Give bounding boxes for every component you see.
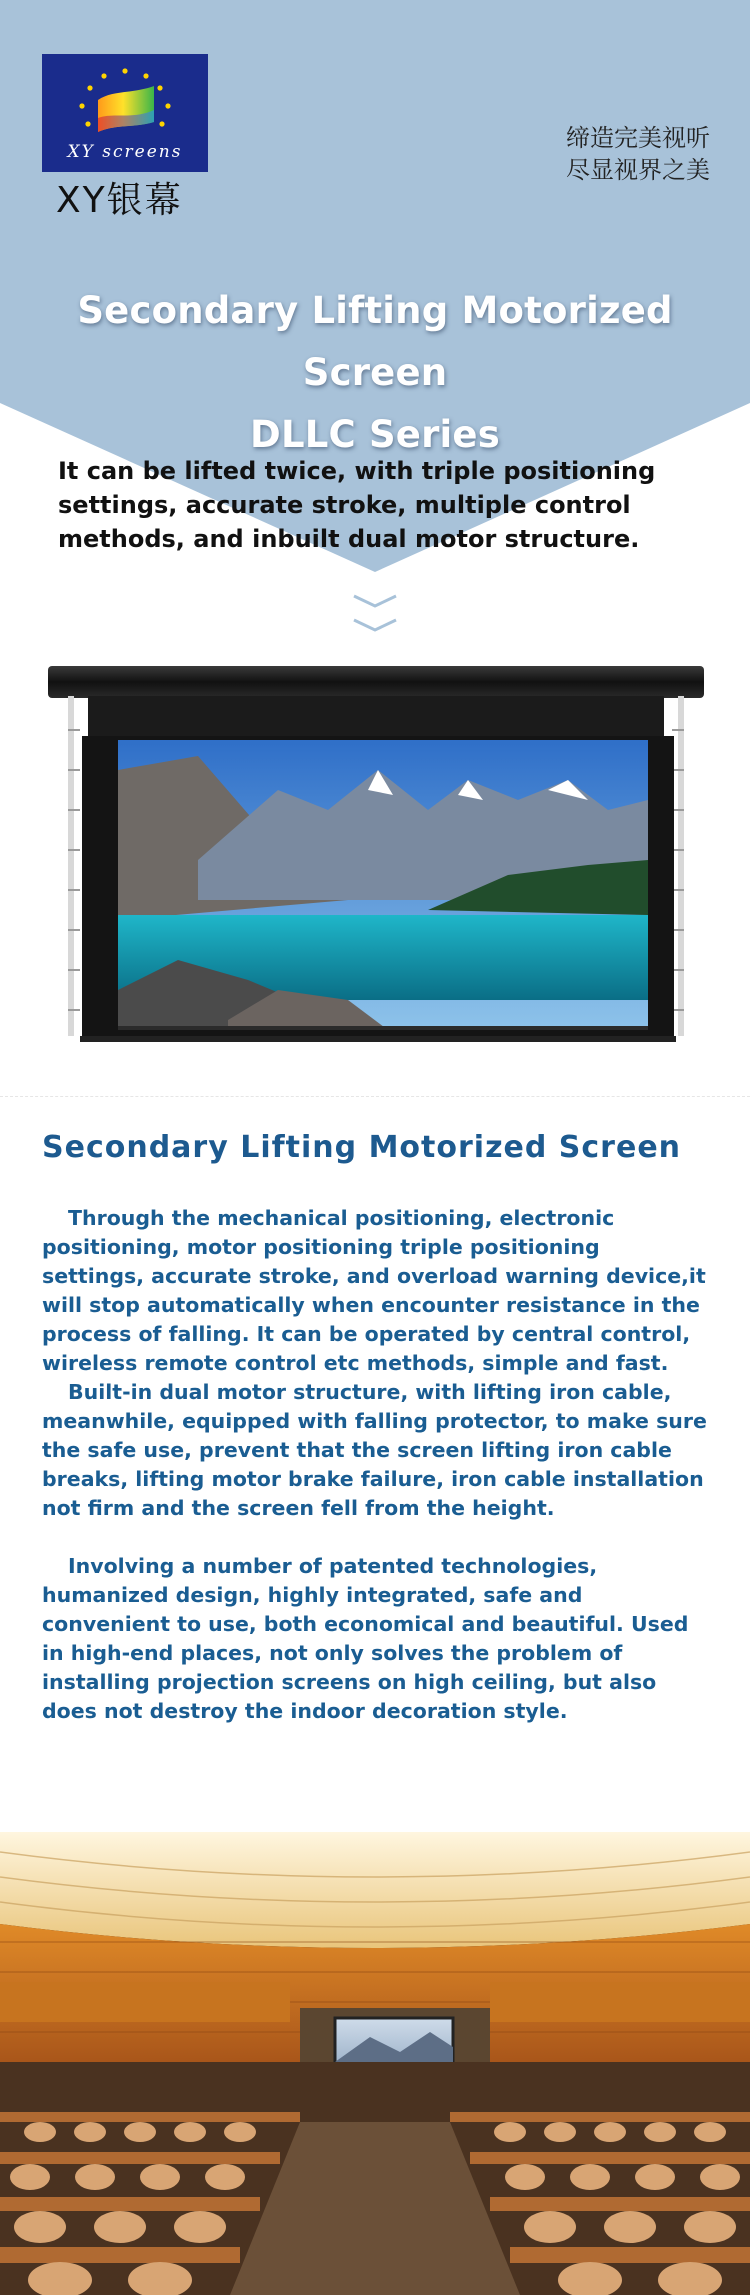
slogan-line-1: 缔造完美视听: [566, 124, 710, 152]
section-divider: [0, 1096, 750, 1097]
paragraph-text: Built-in dual motor structure, with lifting iron cable, meanwhile, equipped with falling protector, to make sure the safe use, prevent that the screen lifting iron cable breaks, lifting motor brake failure, iron cable installation not firm and the screen fell from the height.: [42, 1380, 707, 1520]
paragraph-text: Involving a number of patented technologies, humanized design, highly integrated, safe and convenient to use, both economical and beautiful. Used in high-end places, not only solves the problem of installing projection screens on high ceiling, but also does not destroy the indoor decoration style.: [42, 1554, 689, 1723]
chevron-down-double-icon[interactable]: [350, 590, 400, 640]
hero-title-line-1: Secondary Lifting Motorized Screen: [77, 289, 673, 394]
paragraph-positioning: [42, 1204, 708, 1378]
paragraph-patents: [42, 1552, 708, 1726]
brand-name-cn: XY银幕: [56, 180, 183, 221]
auditorium-image: [0, 1832, 750, 2295]
hero-description: It can be lifted twice, with triple positioning settings, accurate stroke, multiple control methods, and inbuilt dual motor structure.: [58, 457, 656, 553]
product-screen-image: [48, 660, 708, 1060]
hero-title-line-2: DLLC Series: [250, 413, 500, 456]
paragraph-text: Through the mechanical positioning, electronic positioning, motor positioning triple positioning settings, accurate stroke, and overload warning device,it will stop automatically when encounter resistance in the process of falling. It can be operated by central control, wireless remote control etc methods, simple and fast.: [42, 1206, 706, 1375]
hero-title: [0, 280, 750, 466]
brand-slogan: [566, 122, 710, 186]
logo-wordmark: XY screens: [67, 142, 183, 162]
brand-logo: [42, 54, 208, 172]
slogan-line-2: 尽显视界之美: [566, 156, 710, 184]
paragraph-motor: [42, 1378, 708, 1523]
section-title: Secondary Lifting Motorized Screen: [42, 1130, 682, 1165]
hero-banner: [0, 0, 750, 575]
